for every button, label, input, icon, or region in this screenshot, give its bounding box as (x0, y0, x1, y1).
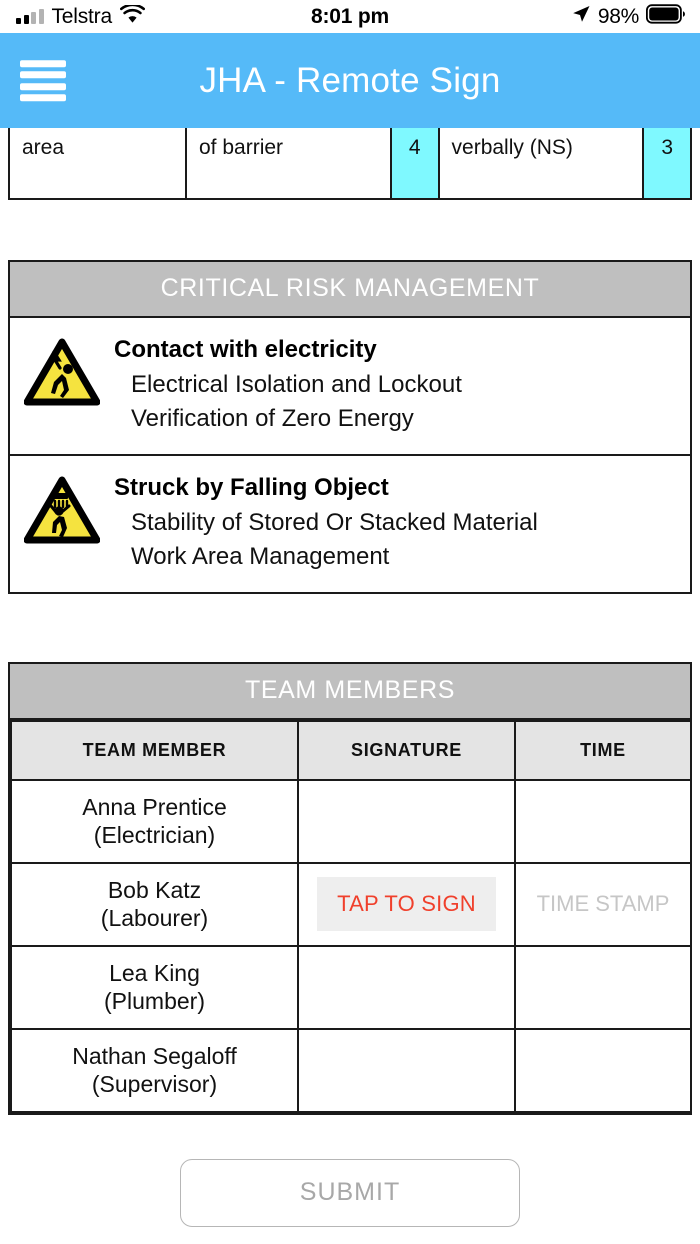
team-member-cell (11, 1029, 298, 1112)
team-member-name: Anna Prentice (82, 793, 227, 820)
time-stamp-placeholder: TIME STAMP (536, 891, 670, 917)
signal-bars-icon (16, 9, 44, 24)
team-members-header: TEAM MEMBERS (10, 664, 690, 720)
hamburger-bar (20, 60, 66, 67)
hamburger-bar (20, 83, 66, 90)
falling-object-warning-icon (10, 472, 114, 546)
team-members-panel (8, 662, 692, 1115)
team-member-cell (11, 863, 298, 946)
hamburger-menu-icon[interactable] (20, 60, 66, 102)
submit-button[interactable]: SUBMIT (180, 1159, 520, 1227)
electric-shock-warning-icon (10, 334, 114, 408)
team-member-role: (Supervisor) (91, 1071, 218, 1098)
table-row (11, 780, 691, 863)
submit-area (0, 1159, 700, 1227)
wifi-icon (120, 5, 145, 29)
table-row (11, 946, 691, 1029)
column-header-team-member: TEAM MEMBER (11, 721, 298, 780)
table-header-row (11, 721, 691, 780)
spacer (0, 200, 700, 260)
time-cell (515, 946, 691, 1029)
critical-risk-management-panel (8, 260, 692, 594)
tap-to-sign-button[interactable]: TAP TO SIGN (317, 877, 496, 931)
page-title: JHA - Remote Sign (199, 60, 501, 100)
team-member-role: (Electrician) (93, 822, 216, 849)
carrier-label: Telstra (51, 4, 112, 28)
column-header-time: TIME (515, 721, 691, 780)
critical-risk-control: Stability of Stored Or Stacked Material (131, 508, 538, 536)
scroll-content[interactable] (0, 128, 700, 1244)
app-header (0, 33, 700, 128)
clock-label: 8:01 pm (311, 4, 389, 28)
team-members-table (10, 720, 692, 1113)
risk-cell-score-residual: 3 (644, 128, 690, 198)
column-header-signature: SIGNATURE (298, 721, 515, 780)
team-member-role: (Labourer) (100, 905, 209, 932)
critical-risk-text (114, 334, 690, 436)
time-cell (515, 780, 691, 863)
location-arrow-icon (571, 4, 591, 29)
team-member-role: (Plumber) (104, 988, 205, 1015)
time-cell (515, 863, 691, 946)
critical-risk-title: Struck by Falling Object (114, 473, 389, 501)
time-cell (515, 1029, 691, 1112)
team-member-cell (11, 946, 298, 1029)
critical-risk-control: Verification of Zero Energy (131, 404, 414, 432)
team-member-name: Lea King (109, 959, 200, 986)
hamburger-bar (20, 94, 66, 101)
critical-risk-text (114, 472, 690, 574)
critical-risk-control: Electrical Isolation and Lockout (131, 370, 462, 398)
table-row (11, 1029, 691, 1112)
status-bar-right (571, 0, 686, 33)
critical-risk-row (10, 318, 690, 456)
risk-assessment-table-partial-row (8, 128, 692, 200)
signature-cell[interactable] (298, 946, 515, 1029)
critical-risk-control: Work Area Management (131, 542, 390, 570)
table-row (11, 863, 691, 946)
risk-cell-control: of barrier (187, 128, 392, 198)
status-bar (0, 0, 700, 33)
team-member-cell (11, 780, 298, 863)
battery-percent-label: 98% (597, 4, 639, 28)
team-member-name: Nathan Segaloff (72, 1042, 237, 1069)
critical-risk-title: Contact with electricity (114, 336, 377, 363)
critical-risk-header: CRITICAL RISK MANAGEMENT (10, 262, 690, 318)
signature-cell[interactable] (298, 863, 515, 946)
risk-cell-score-initial: 4 (392, 128, 440, 198)
critical-risk-row (10, 456, 690, 592)
battery-full-icon (646, 4, 686, 29)
status-bar-left (16, 5, 145, 29)
signature-cell[interactable] (298, 1029, 515, 1112)
team-member-name: Bob Katz (107, 876, 202, 903)
signature-cell[interactable] (298, 780, 515, 863)
risk-cell-hazard: area (10, 128, 187, 198)
risk-cell-action: verbally (NS) (440, 128, 645, 198)
hamburger-bar (20, 71, 66, 78)
